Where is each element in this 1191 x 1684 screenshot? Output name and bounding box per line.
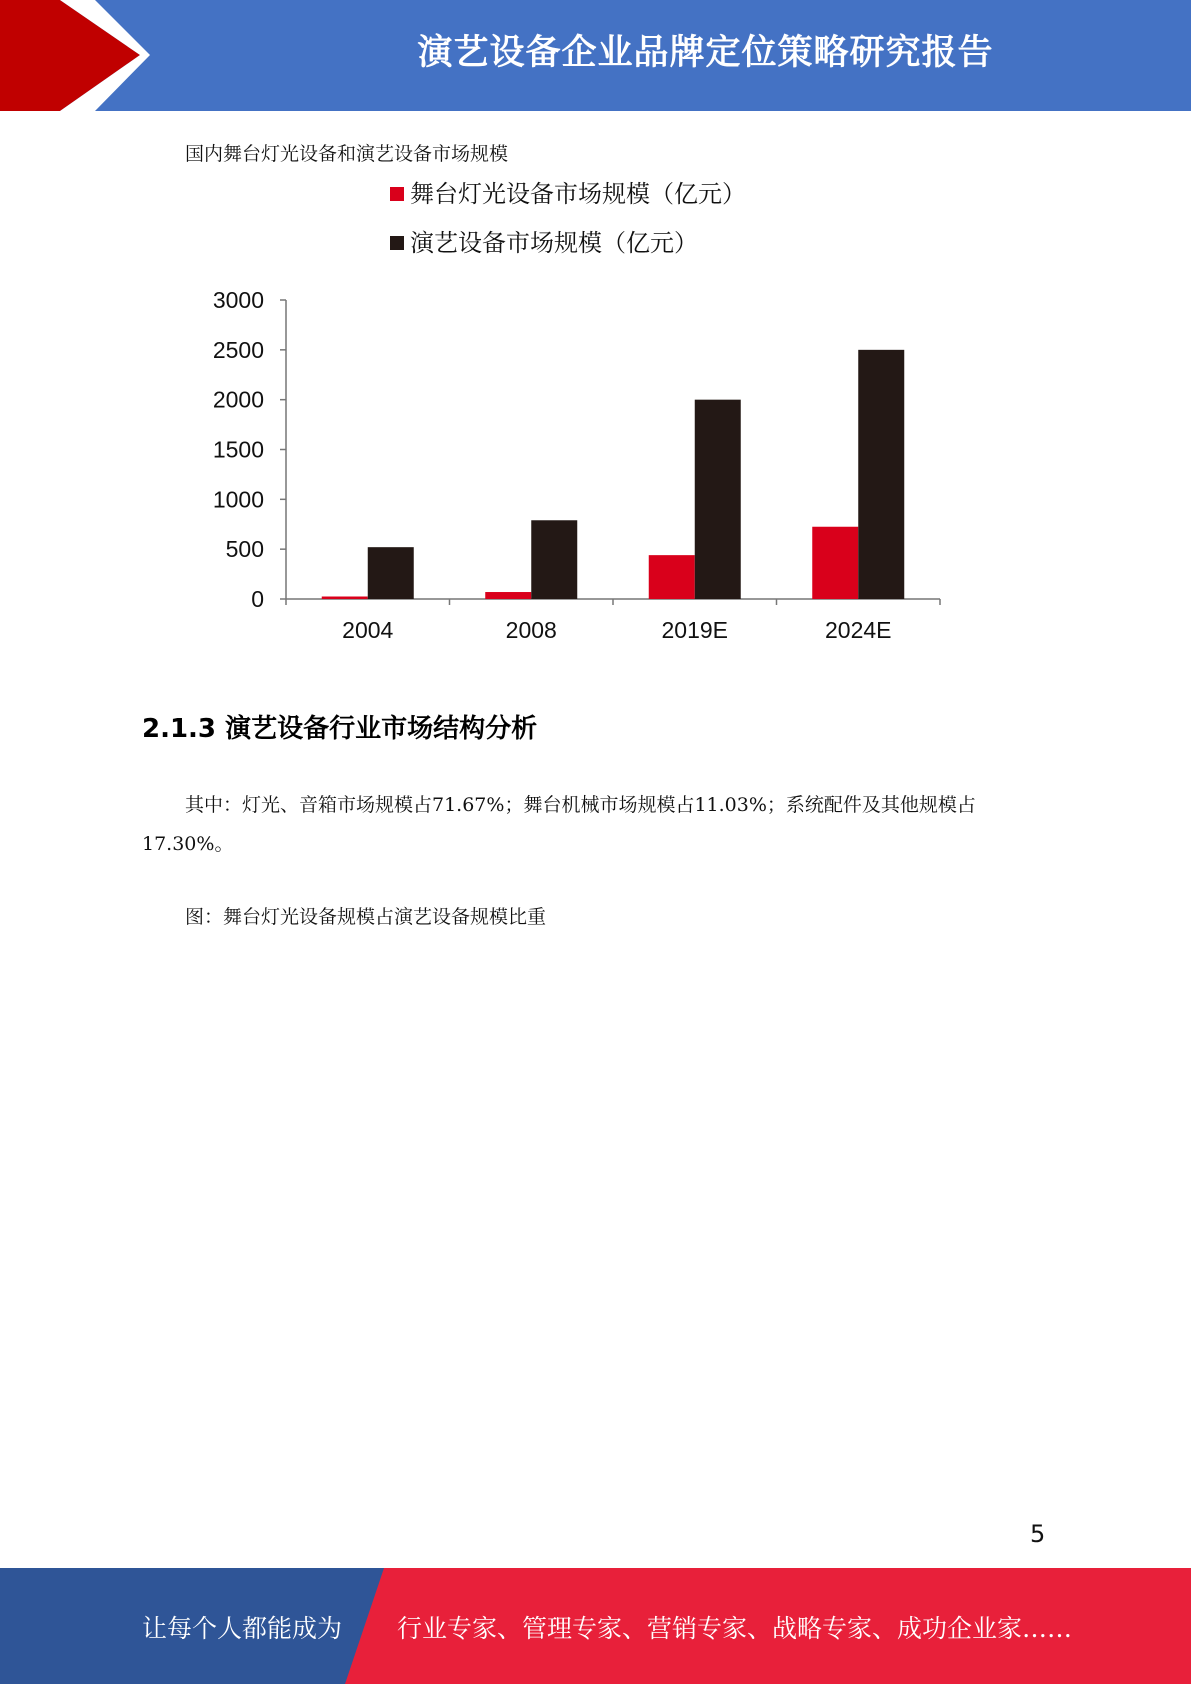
bar-2019E-series1 (649, 555, 695, 599)
bar-2024E-series1 (812, 527, 858, 599)
bar-2019E-series2 (695, 400, 741, 599)
header-banner (0, 0, 1191, 111)
page-number: 5 (1030, 1520, 1046, 1548)
y-tick-label: 1500 (212, 436, 264, 463)
legend-label-2: 演艺设备市场规模（亿元） (410, 229, 698, 257)
report-title: 演艺设备企业品牌定位策略研究报告 (417, 33, 994, 73)
y-tick-label: 500 (225, 536, 264, 563)
figure-reference: 图：舞台灯光设备规模占演艺设备规模比重 (185, 906, 547, 928)
bar-chart-svg (190, 172, 950, 662)
x-category-label: 2019E (661, 617, 729, 643)
figure-caption: 国内舞台灯光设备和演艺设备市场规模 (185, 143, 509, 165)
x-category-label: 2024E (824, 617, 892, 643)
bar-2008-series1 (485, 592, 531, 599)
y-tick-label: 2500 (212, 336, 264, 363)
legend-swatch-2 (390, 236, 404, 250)
y-tick-label: 0 (251, 586, 264, 612)
bar-2008-series2 (531, 520, 577, 599)
legend-label-1: 舞台灯光设备市场规模（亿元） (410, 180, 746, 208)
market-size-chart (190, 172, 950, 662)
section-heading: 2.1.3 演艺设备行业市场结构分析 (142, 714, 538, 744)
y-tick-label: 2000 (212, 386, 264, 413)
bar-2004-series2 (368, 547, 414, 599)
footer-slogan-left: 让每个人都能成为 (142, 1614, 343, 1643)
footer-slogan-right: 行业专家、管理专家、营销专家、战略专家、成功企业家…… (397, 1614, 1073, 1643)
bar-2024E-series2 (858, 350, 904, 599)
x-category-label: 2008 (505, 617, 557, 643)
y-tick-label: 1000 (212, 486, 264, 513)
footer-banner (0, 1568, 1191, 1684)
legend-swatch-1 (390, 187, 404, 201)
structure-paragraph: 其中：灯光、音箱市场规模占71.67%；舞台机械市场规模占11.03%；系统配件及其他规模占17.30%。 (142, 794, 976, 855)
y-tick-label: 3000 (212, 287, 264, 313)
x-category-label: 2004 (342, 617, 394, 643)
header-arrow-decoration (0, 0, 230, 111)
bar-2004-series1 (322, 597, 368, 599)
